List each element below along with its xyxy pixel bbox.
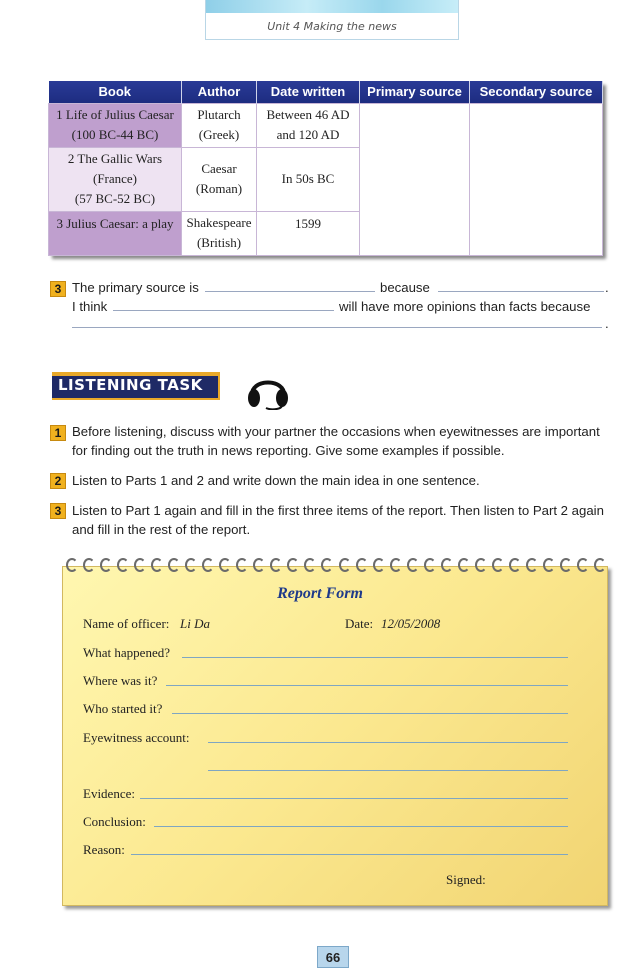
spiral-ring	[424, 558, 436, 572]
reason-label: Reason:	[83, 842, 125, 857]
spiral-ring	[475, 558, 487, 572]
eyewitness-field[interactable]	[208, 742, 568, 743]
table-header-row	[49, 81, 603, 103]
spiral-ring	[202, 558, 214, 572]
book-cell: 1 Life of Julius Caesar (100 BC-44 BC)	[49, 103, 182, 147]
spiral-ring	[236, 558, 248, 572]
spiral-ring	[577, 558, 589, 572]
eyewitness-field-2[interactable]	[208, 770, 568, 771]
spiral-ring	[543, 558, 555, 572]
headphones-icon	[244, 366, 292, 410]
where-field[interactable]	[166, 685, 568, 686]
spiral-ring	[441, 558, 453, 572]
author-cell: Plutarch (Greek)	[182, 103, 257, 147]
author-cell: Caesar (Roman)	[182, 147, 257, 211]
conclusion-label: Conclusion:	[83, 814, 146, 829]
column-header: Secondary source	[470, 81, 603, 103]
spiral-ring	[492, 558, 504, 572]
where-label: Where was it?	[83, 673, 158, 688]
column-header: Primary source	[360, 81, 470, 103]
spiral-ring	[407, 558, 419, 572]
question3-text: The primary source is	[72, 280, 199, 295]
conclusion-field[interactable]	[154, 826, 568, 827]
unit-banner	[205, 0, 459, 40]
spiral-ring	[356, 558, 368, 572]
spiral-ring	[287, 558, 299, 572]
who-started-field[interactable]	[172, 713, 568, 714]
period: .	[605, 316, 609, 331]
i-think-label: I think	[72, 299, 108, 314]
evidence-label: Evidence:	[83, 786, 135, 801]
question-number-badge: 3	[50, 281, 66, 297]
what-happened-field[interactable]	[182, 657, 568, 658]
reason-field[interactable]	[131, 854, 568, 855]
listening-task-title: LISTENING TASK	[58, 376, 203, 394]
spiral-ring	[134, 558, 146, 572]
secondary-source-cell[interactable]	[470, 103, 603, 255]
spiral-ring	[66, 558, 78, 572]
listening-task-item: Listen to Parts 1 and 2 and write down the main idea in one sentence.	[72, 473, 480, 488]
task-number-badge: 3	[50, 503, 66, 519]
spiral-ring	[526, 558, 538, 572]
answer-line[interactable]	[438, 291, 604, 292]
report-form-title: Report Form	[277, 585, 363, 602]
officer-label: Name of officer:	[83, 616, 170, 631]
column-header: Date written	[257, 81, 360, 103]
book-cell: 2 The Gallic Wars (France) (57 BC-52 BC)	[49, 147, 182, 211]
spiral-ring	[560, 558, 572, 572]
date-cell: 1599	[257, 211, 360, 255]
period: .	[605, 280, 609, 295]
what-happened-label: What happened?	[83, 645, 170, 660]
author-cell: Shakespeare (British)	[182, 211, 257, 255]
answer-line[interactable]	[72, 327, 602, 328]
spiral-ring	[219, 558, 231, 572]
spiral-ring	[185, 558, 197, 572]
spiral-ring	[100, 558, 112, 572]
spiral-ring	[594, 558, 606, 572]
who-started-label: Who started it?	[83, 701, 163, 716]
table-row	[49, 103, 603, 147]
officer-value: Li Da	[180, 616, 210, 631]
spiral-ring	[168, 558, 180, 572]
evidence-field[interactable]	[140, 798, 568, 799]
answer-line[interactable]	[113, 310, 334, 311]
task-number-badge: 2	[50, 473, 66, 489]
page-number: 66	[317, 946, 349, 968]
date-value: 12/05/2008	[381, 616, 441, 631]
spiral-ring	[253, 558, 265, 572]
spiral-ring	[458, 558, 470, 572]
signed-label: Signed:	[446, 872, 486, 887]
source-table	[48, 81, 602, 255]
date-label: Date:	[345, 616, 374, 631]
spiral-binding	[66, 558, 606, 578]
date-cell: In 50s BC	[257, 147, 360, 211]
spiral-ring	[117, 558, 129, 572]
task-number-badge: 1	[50, 425, 66, 441]
banner-water-image	[206, 0, 458, 13]
date-cell: Between 46 AD and 120 AD	[257, 103, 360, 147]
listening-task-item: Before listening, discuss with your partner the occasions when eyewitnesses are important for finding out the truth in news reporting. Give some examples if possible.	[72, 424, 600, 458]
listening-task-item: Listen to Part 1 again and fill in the first three items of the report. Then listen to Part 2 again and fill in the rest of the report.	[72, 503, 604, 537]
eyewitness-label: Eyewitness account:	[83, 730, 190, 745]
primary-source-cell[interactable]	[360, 103, 470, 255]
column-header: Author	[182, 81, 257, 103]
spiral-ring	[151, 558, 163, 572]
spiral-ring	[373, 558, 385, 572]
spiral-ring	[339, 558, 351, 572]
answer-line[interactable]	[205, 291, 375, 292]
opinions-label: will have more opinions than facts because	[339, 299, 591, 314]
because-label: because	[380, 280, 430, 295]
book-cell: 3 Julius Caesar: a play	[49, 211, 182, 255]
spiral-ring	[390, 558, 402, 572]
spiral-ring	[270, 558, 282, 572]
spiral-ring	[509, 558, 521, 572]
spiral-ring	[304, 558, 316, 572]
spiral-ring	[83, 558, 95, 572]
unit-title: Unit 4 Making the news	[267, 20, 397, 33]
spiral-ring	[321, 558, 333, 572]
column-header: Book	[49, 81, 182, 103]
